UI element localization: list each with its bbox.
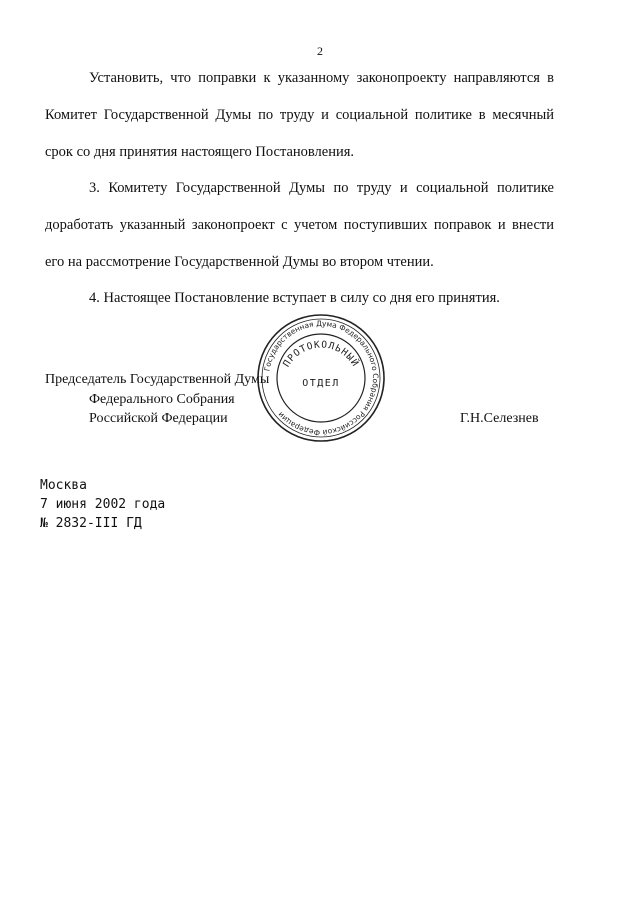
- paragraph-line: Установить, что поправки к указанному законопроекту направляются в: [89, 70, 554, 86]
- paragraph-committee-revision: [45, 170, 554, 281]
- paragraph-line: доработать указанный законопроект с учетом поступивших поправок и внести: [45, 217, 554, 233]
- paragraph-amendments-procedure: [45, 60, 554, 171]
- paragraph-line: Комитет Государственной Думы по труду и социальной политике в месячный: [45, 107, 554, 123]
- signature-title-line-2: Федерального Собрания: [89, 392, 235, 407]
- official-seal-stamp: [255, 312, 387, 444]
- document-place: Москва: [40, 478, 87, 493]
- signature-title-line-3: Российской Федерации: [89, 411, 228, 426]
- document-date: 7 июня 2002 года: [40, 497, 166, 512]
- signature-title-line-1: Председатель Государственной Думы: [45, 372, 270, 387]
- seal-outer-text: Государственная Дума Федерального Собрания Российской Федерации: [262, 318, 381, 438]
- paragraph-line: его на рассмотрение Государственной Думы во втором чтении.: [45, 254, 434, 270]
- signer-name: Г.Н.Селезнев: [460, 411, 539, 426]
- paragraph-line: 3. Комитету Государственной Думы по труду и социальной политике: [89, 180, 554, 196]
- paragraph-line: 4. Настоящее Постановление вступает в силу со дня его принятия.: [89, 290, 500, 306]
- seal-inner-text: ПРОТОКОЛЬНЫЙ: [281, 339, 361, 370]
- seal-center-text: ОТДЕЛ: [302, 378, 340, 389]
- page-number: 2: [317, 44, 323, 58]
- paragraph-line: срок со дня принятия настоящего Постановления.: [45, 144, 355, 160]
- document-number: № 2832-III ГД: [40, 516, 142, 531]
